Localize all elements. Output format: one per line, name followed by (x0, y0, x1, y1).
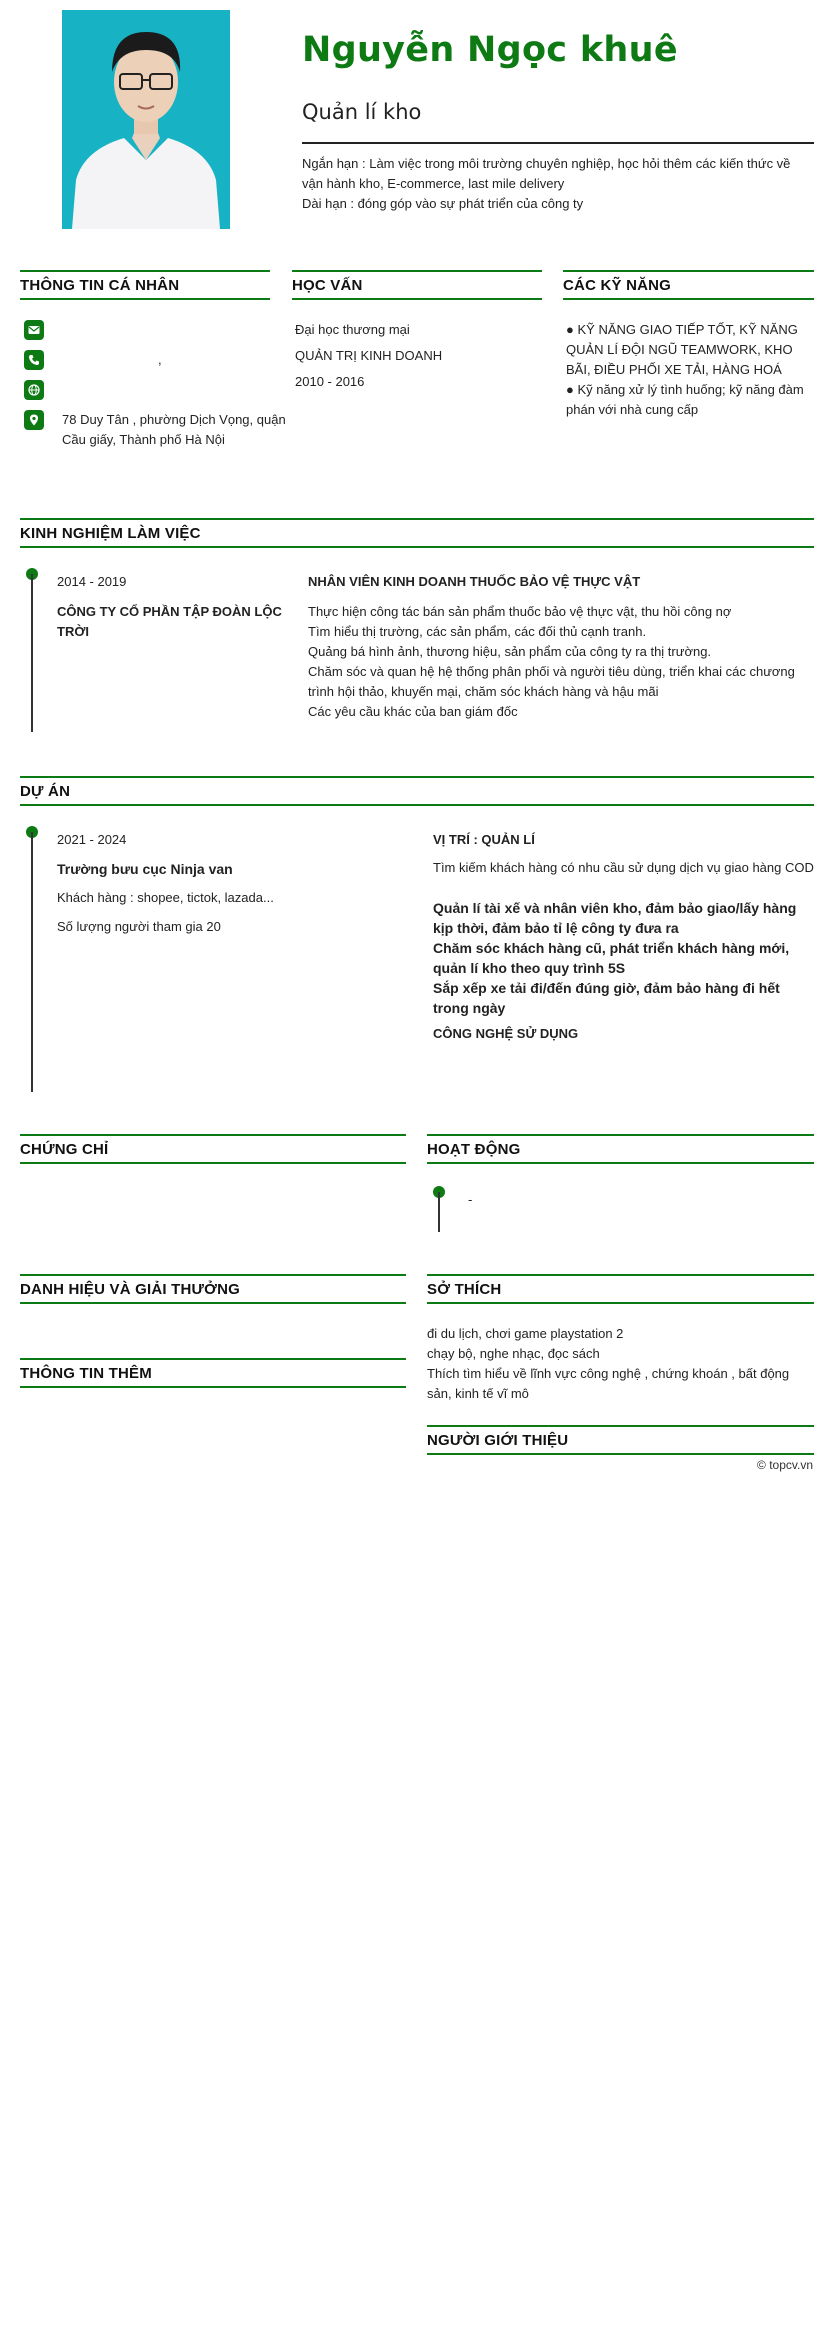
profile-photo (62, 10, 230, 229)
project-role: VỊ TRÍ : QUẢN LÍ (433, 832, 535, 847)
project-task: Sắp xếp xe tải đi/đến đúng giờ, đảm bảo hàng đi hết trong ngày (433, 980, 780, 1016)
phone-value: , (158, 352, 162, 367)
address-value: 78 Duy Tân , phường Dịch Vọng, quận Cầu giấy, Thành phố Hà Nội (62, 412, 286, 447)
project-name: Trường bưu cục Ninja van (57, 861, 233, 877)
project-years: 2021 - 2024 (57, 832, 127, 847)
education-major: QUẢN TRỊ KINH DOANH (295, 348, 443, 363)
section-referees: NGƯỜI GIỚI THIỆU (427, 1425, 814, 1455)
bullet-icon: ● (566, 382, 574, 397)
phone-icon (24, 350, 44, 370)
hobby-line: chạy bộ, nghe nhạc, đọc sách (427, 1346, 600, 1361)
objective-short: Ngắn hạn : Làm việc trong môi trường chuyên nghiệp, học hỏi thêm các kiến thức về vận hành kho, E-commerce, last mile delivery (302, 156, 791, 191)
section-awards: DANH HIỆU VÀ GIẢI THƯỞNG (20, 1274, 406, 1304)
education-school: Đại học thương mại (295, 322, 410, 337)
timeline-line (31, 832, 33, 1092)
project-tasks (433, 898, 814, 1018)
hobbies-list (427, 1324, 814, 1404)
header-divider (302, 142, 814, 144)
timeline-line (31, 574, 33, 732)
candidate-name: Nguyễn Ngọc khuê (302, 30, 678, 70)
project-clients: Khách hàng : shopee, tictok, lazada... (57, 890, 274, 905)
email-icon (24, 320, 44, 340)
project-task: Chăm sóc khách hàng cũ, phát triển khách hàng mới, quản lí kho theo quy trình 5S (433, 940, 790, 976)
section-personal-info: THÔNG TIN CÁ NHÂN (20, 270, 270, 300)
skill-text-2: Kỹ năng xử lý tình huống; kỹ năng đàm phán với nhà cung cấp (566, 382, 804, 417)
section-skills: CÁC KỸ NĂNG (563, 270, 814, 300)
bullet-icon: ● (566, 322, 574, 337)
timeline-line (438, 1192, 440, 1232)
hobby-line: đi du lịch, chơi game playstation 2 (427, 1326, 624, 1341)
section-hobbies: SỞ THÍCH (427, 1274, 814, 1304)
skill-text-1: KỸ NĂNG GIAO TIẾP TỐT, KỸ NĂNG QUẢN LÍ ĐỘI NGŨ TEAMWORK, KHO BÃI, ĐIỀU PHỐI XE TẢI, HÀNG HOÁ (566, 322, 798, 377)
experience-company: CÔNG TY CỔ PHẦN TẬP ĐOÀN LỘC TRỜI (57, 604, 282, 639)
career-objective (302, 154, 812, 214)
education-years: 2010 - 2016 (295, 374, 365, 389)
experience-title: NHÂN VIÊN KINH DOANH THUỐC BẢO VỆ THỰC VẬT (308, 574, 641, 589)
project-task: Quản lí tài xế và nhân viên kho, đảm bảo giao/lấy hàng kịp thời, đảm bảo tỉ lệ công ty đưa ra (433, 900, 797, 936)
experience-line: Quảng bá hình ảnh, thương hiệu, sản phẩm của công ty ra thị trường. (308, 644, 712, 659)
experience-description (308, 602, 814, 722)
skill-item-1 (566, 320, 814, 380)
project-desc: Tìm kiếm khách hàng có nhu cầu sử dụng dịch vụ giao hàng COD (433, 860, 814, 875)
section-certificates: CHỨNG CHỈ (20, 1134, 406, 1164)
experience-line: Các yêu cầu khác của ban giám đốc (308, 704, 518, 719)
experience-line: Chăm sóc và quan hệ hệ thống phân phối và người tiêu dùng, triển khai các chương trình hội thảo, khuyến mại, chăm sóc khách hàng và hậu mãi (308, 664, 795, 699)
activity-item: - (468, 1192, 473, 1207)
hobby-line: Thích tìm hiểu về lĩnh vực công nghệ , chứng khoán , bất động sản, kinh tế vĩ mô (427, 1366, 790, 1401)
globe-icon (24, 380, 44, 400)
project-tech-label: CÔNG NGHỆ SỬ DỤNG (433, 1026, 579, 1041)
objective-long: Dài hạn : đóng góp vào sự phát triển của công ty (302, 196, 584, 211)
footer-brand[interactable]: © topcv.vn (757, 1458, 813, 1472)
skill-item-2 (566, 380, 814, 420)
experience-years: 2014 - 2019 (57, 574, 127, 589)
location-pin-icon (24, 410, 44, 430)
candidate-position: Quản lí kho (302, 100, 422, 124)
experience-line: Tìm hiểu thị trường, các sản phẩm, các đối thủ cạnh tranh. (308, 624, 647, 639)
section-activities: HOẠT ĐỘNG (427, 1134, 814, 1164)
section-education: HỌC VẤN (292, 270, 542, 300)
section-projects: DỰ ÁN (20, 776, 814, 806)
experience-line: Thực hiện công tác bán sản phẩm thuốc bảo vệ thực vật, thu hồi công nợ (308, 604, 732, 619)
section-experience: KINH NGHIỆM LÀM VIỆC (20, 518, 814, 548)
section-more-info: THÔNG TIN THÊM (20, 1358, 406, 1388)
project-members: Số lượng người tham gia 20 (57, 919, 221, 934)
